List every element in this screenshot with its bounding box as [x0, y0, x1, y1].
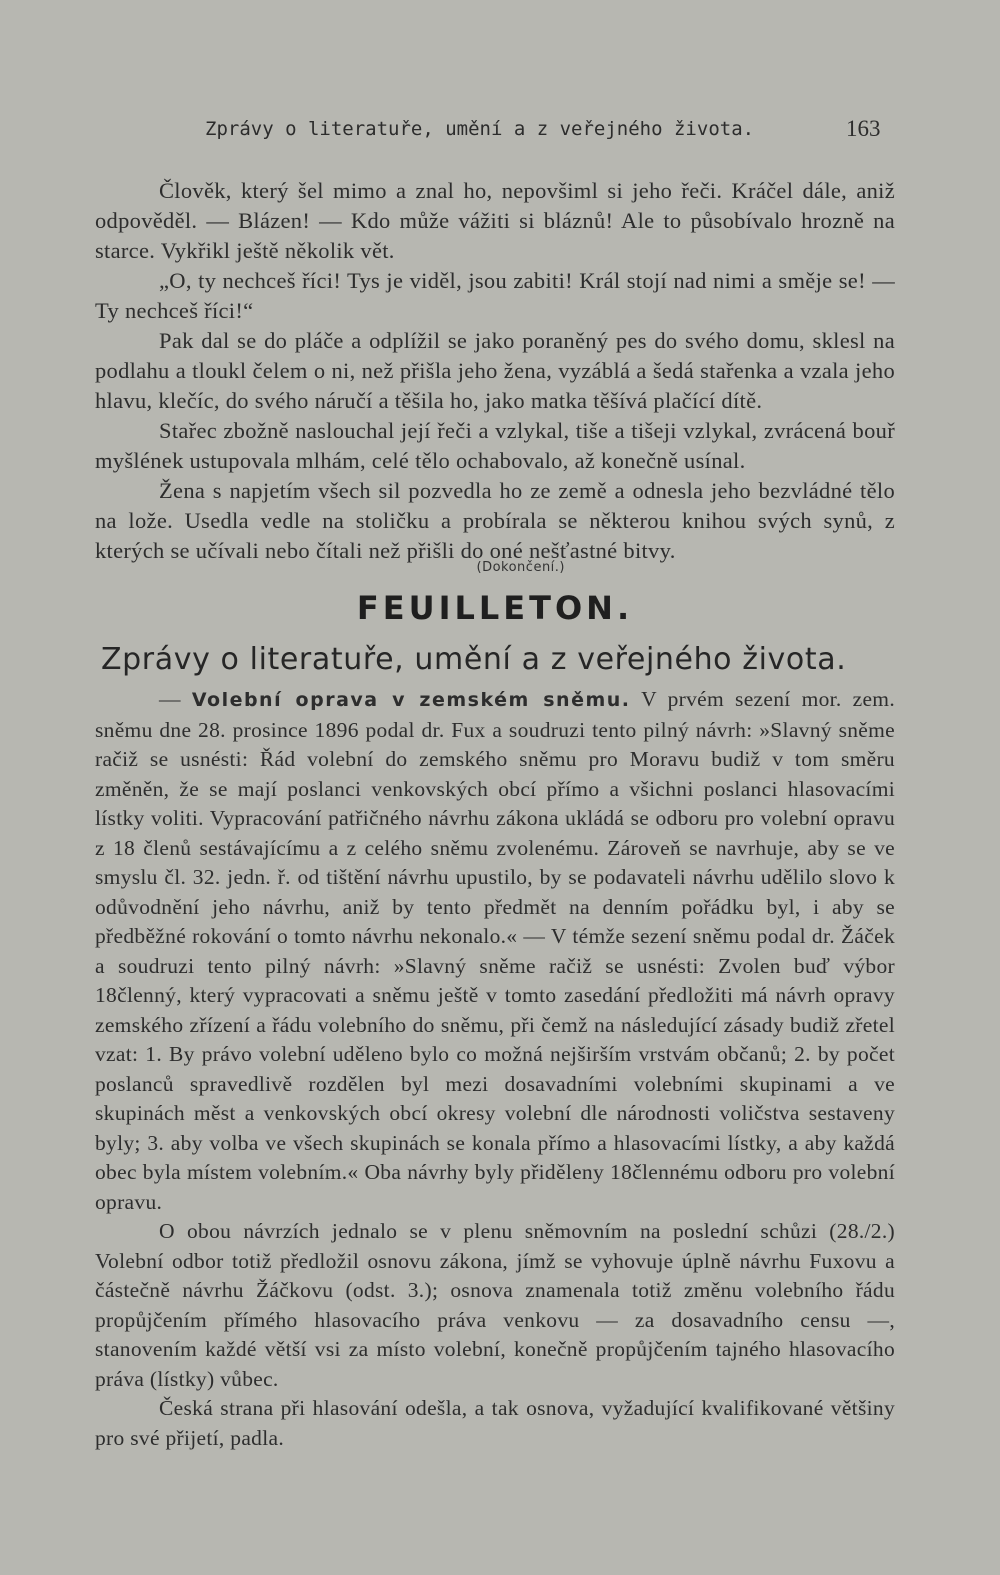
item-heading: Volební oprava v zemském sněmu.: [191, 689, 631, 711]
story-paragraph: „O, ty nechceš říci! Tys je viděl, jsou zabiti! Král stojí nad nimi a směje se! — Ty nechceš říci!“: [95, 268, 895, 323]
news-paragraph: Česká strana při hlasování odešla, a tak osnova, vyžadující kvalifikované většiny pro své přijetí, padla.: [95, 1396, 895, 1450]
text-block: [95, 176, 895, 1453]
running-head: Zprávy o literatuře, umění a z veřejného života.: [205, 118, 755, 140]
feuilleton-heading: FEUILLETON.: [356, 589, 634, 627]
story-paragraph: Člověk, který šel mimo a znal ho, nepovšiml si jeho řeči. Kráčel dále, aniž odpověděl. — Blázen! — Kdo může vážiti si bláznů! Ale to působívalo hrozně na starce. Vykřikl ještě několik vět.: [95, 178, 895, 263]
story-paragraph: Stařec zbožně naslouchal její řeči a vzlykal, tiše a tišeji vzlykal, zvrácená bouř myšlének ustupovala mlhám, celé tělo ochabovalo, až konečně usínal.: [95, 418, 895, 473]
lead-dash: —: [159, 687, 181, 711]
news-section: [95, 685, 895, 1453]
story-paragraph: Pak dal se do pláče a odplížil se jako poraněný pes do svého domu, sklesl na podlahu a tloukl čelem o ni, než přišla jeho žena, vyzáblá a šedá stařenka a vzala jeho hlavu, klečíc, do svého náručí a těšila ho, jako matka těšívá plačící dítě.: [95, 328, 895, 413]
news-paragraph: O obou návrzích jednalo se v plenu sněmovním na poslední schůzi (28./2.) Volební odbor totiž předložil osnovu zákona, jímž se vyhovuje úplně návrhu Fuxovu a částečně návrhu Žáčkovu (odst. 3.); osnova znamenala totiž změnu volebního řádu propůjčením přímého hlasovacího práva venkovu — za dosavadního censu —, stanovením každé větší vsi za místo volební, konečně propůjčením tajného hlasovacího práva (lístky) vůbec.: [95, 1219, 895, 1391]
story-paragraph: Žena s napjetím všech sil pozvedla ho ze země a odnesla jeho bezvládné tělo na lože. Usedla vedle na stoličku a probírala se některou knihou svých synů, z kterých se učívali nebo čítali než přišli do oné nešťastné bitvy.: [95, 478, 895, 563]
news-paragraph-text: V prvém sezení mor. zem. sněmu dne 28. prosince 1896 podal dr. Fux a soudruzi tento pilný návrh: »Slavný sněme račiž se usnésti: Řád volební do zemského sněmu pro Moravu budiž v tom směru změněn, že se mají poslanci venkovských obcí přímo a všichni poslanci hlasovacími lístky voliti. Vypracování patřičného návrhu zákona ukládá se odboru pro volební opravu z 18 členů sestávajícímu a z celého sněmu zvolenému. Zároveň se navrhuje, aby se ve smyslu čl. 32. jedn. ř. od tištění návrhu upustilo, by se podavateli návrhu udělilo slovo k odůvodnění jeho návrhu, aniž by tento předmět na denním pořádku byl, i aby se předběžné rokování o tomto návrhu nekonalo.« — V témže sezení sněmu podal dr. Žáček a soudruzi tento pilný návrh: »Slavný sněme račiž se usnésti: Zvolen buď výbor 18členný, který vypracovati a sněmu ještě v tomto zasedání předložiti má návrh opravy zemského zřízení a řádu volebního do sněmu, při čemž na následující zásady budiž zřetel vzat: 1. By právo volební uděleno bylo co možná nejširším vrstvám občanů; 2. by počet poslanců spravedlivě rozdělen byl mezi dosavadními volebními skupinami a ve skupinách měst a venkovských obcí okresy volební dle národnosti voličstva sestaveny byly; 3. aby volba ve všech skupinách se konala přímo a hlasovacími lístky, a aby každá obec byla místem volebním.« Oba návrhy byly přiděleny 18člennému odboru pro volební opravu.: [95, 687, 895, 1214]
news-paragraph: [95, 685, 895, 1217]
page-number: 163: [846, 116, 881, 141]
continuation-note: (Dokončení.): [476, 560, 565, 575]
section-title: Zprávy o literatuře, umění a z veřejného života.: [101, 642, 847, 677]
